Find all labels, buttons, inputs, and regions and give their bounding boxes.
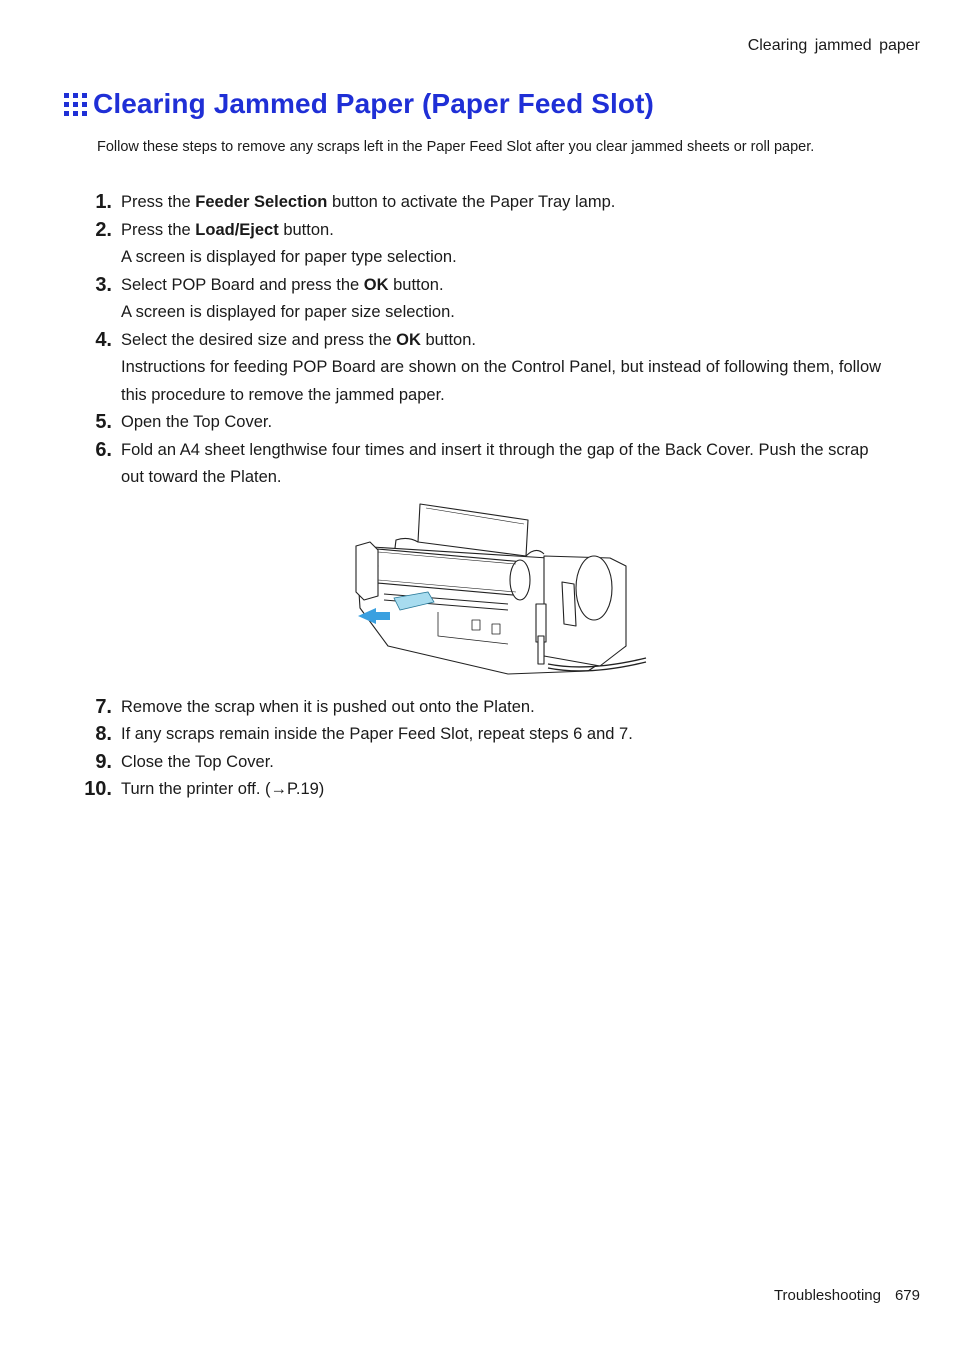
step-8: [0, 721, 954, 749]
step-3: [0, 272, 954, 327]
step-text: button.: [420, 330, 476, 349]
step-text: If any scraps remain inside the Paper Feed Slot, repeat steps 6 and 7.: [121, 725, 633, 743]
button-name: OK: [396, 330, 421, 349]
step-6: [0, 437, 954, 492]
grid-icon: [64, 93, 88, 117]
step-number: 8.: [95, 723, 112, 745]
step-number: 6.: [95, 438, 112, 461]
step-text: button.: [388, 275, 444, 294]
step-text: Close the Top Cover.: [121, 752, 274, 771]
step-1: [0, 189, 954, 217]
step-4: [0, 327, 954, 410]
page-link-text[interactable]: Turn the printer off. (→P.19): [121, 780, 325, 798]
step-number: 1.: [95, 191, 112, 213]
intro-text: Follow these steps to remove any scraps left in the Paper Feed Slot after you clear jammed sheets or roll paper.: [97, 139, 815, 155]
step-number: 9.: [95, 750, 112, 773]
step-2: [0, 217, 954, 272]
step-list: [0, 189, 954, 804]
step-note: A screen is displayed for paper size selection.: [121, 303, 455, 321]
step-number: 2.: [95, 218, 112, 241]
step-text: Select POP Board and press the: [121, 275, 364, 294]
step-text: button to activate the Paper Tray lamp.: [327, 193, 616, 211]
printer-illustration-svg: [348, 496, 648, 686]
step-9: [0, 749, 954, 777]
step-text: Fold an A4 sheet lengthwise four times and insert it through the gap of the Back Cover. Push the scrap out toward the Platen.: [121, 440, 869, 486]
step-number: 10.: [84, 778, 112, 800]
step-number: 5.: [95, 411, 112, 433]
printer-illustration: [348, 496, 648, 686]
running-header: Clearing jammed paper: [747, 37, 920, 54]
button-name: OK: [363, 275, 389, 294]
step-text: Open the Top Cover.: [121, 413, 273, 431]
step-text: button.: [278, 220, 334, 239]
button-name: Load/Eject: [195, 220, 279, 239]
step-number: 4.: [95, 328, 112, 351]
step-number: 3.: [95, 273, 112, 296]
section-title: Clearing Jammed Paper (Paper Feed Slot): [93, 88, 654, 119]
footer-section: Troubleshooting: [773, 1287, 881, 1304]
page-number: 679: [894, 1287, 920, 1304]
step-5: [0, 409, 954, 437]
step-text: Select the desired size and press the: [121, 330, 397, 349]
step-text: Press the: [121, 193, 196, 211]
step-number: 7.: [95, 695, 112, 718]
step-7: [0, 694, 954, 722]
section-title-row: [64, 88, 654, 120]
button-name: Feeder Selection: [195, 193, 328, 211]
step-note: A screen is displayed for paper type selection.: [121, 248, 457, 266]
page-footer: [774, 1287, 920, 1304]
step-10: [0, 776, 954, 804]
step-note: Instructions for feeding POP Board are shown on the Control Panel, but instead of following them, follow this procedure to remove the jammed paper.: [121, 358, 882, 404]
step-text: Remove the scrap when it is pushed out onto the Platen.: [121, 697, 535, 716]
step-text: Press the: [121, 220, 196, 239]
